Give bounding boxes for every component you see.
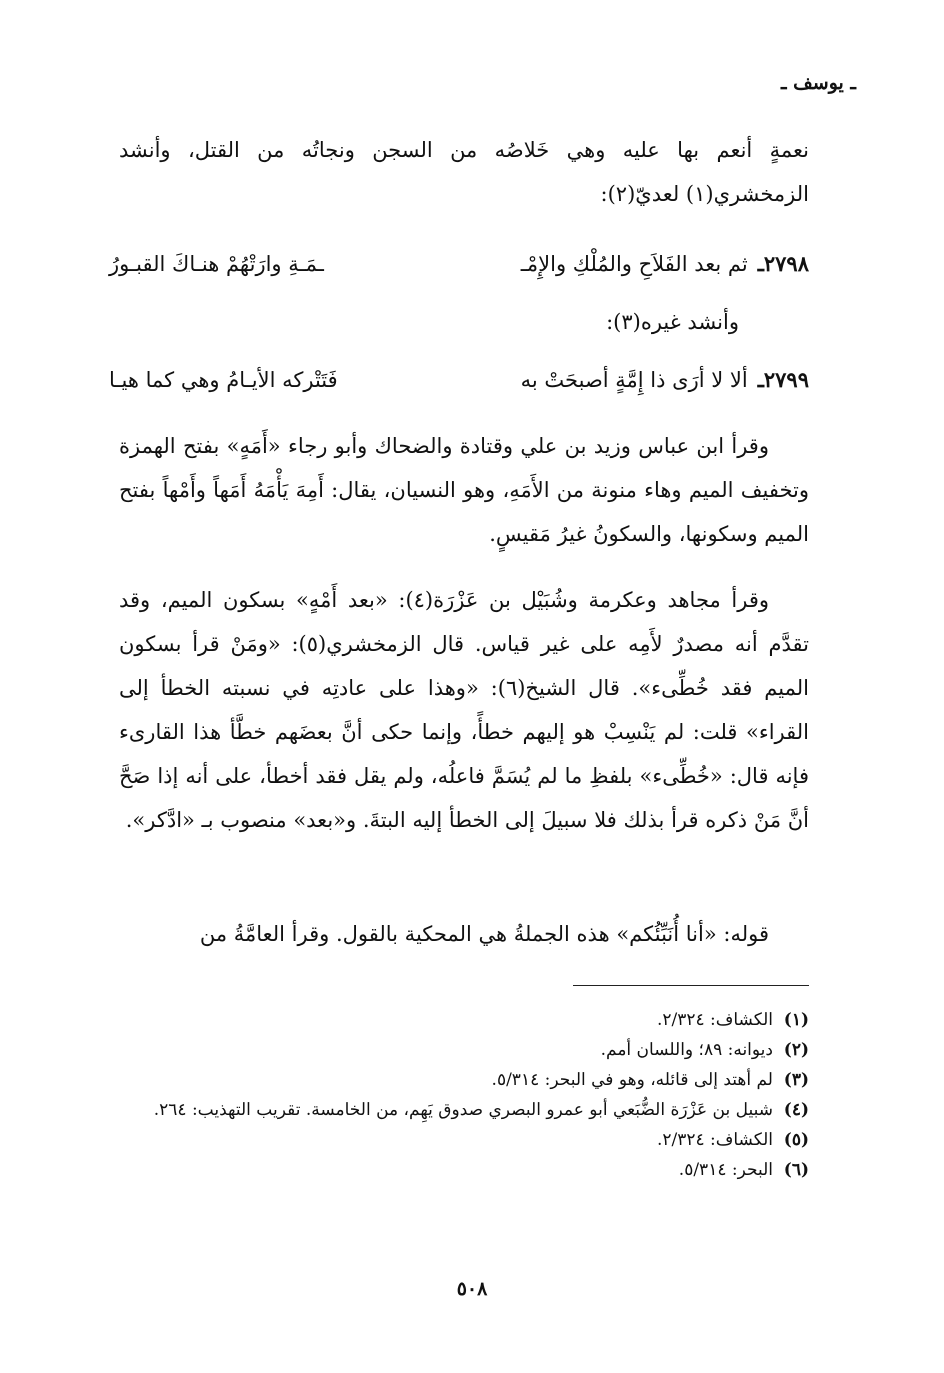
verse-2798 — [109, 244, 809, 284]
paragraph-3 — [119, 578, 809, 842]
verse-first-hemistich: ثم بعد الفَلاَحِ والمُلْكِ والإِمْـ — [520, 252, 748, 276]
paragraph-2 — [119, 424, 809, 556]
paragraph-2-text: وقرأ ابن عباس وزيد بن علي وقتادة والضحاك وأبو رجاء «أَمَهٍ» بفتح الهمزة وتخفيف الميم وهاء منونة من الأَمَهِ، وهو النسيان، يقال: أَمِهَ يَأْمَهُ أَمَهاً وأَمْهاً بفتح الميم وسكونها، والسكونُ غيرُ مَقيسٍ. — [119, 434, 809, 546]
footnote-number: (٦) — [783, 1160, 809, 1180]
footnote-text: الكشاف: ٢/٣٢٤. — [656, 1130, 773, 1150]
paragraph-4 — [119, 912, 809, 956]
verse-second-hemistich: فَتَتْركه الأيـامُ وهي كما هيـا — [109, 368, 338, 392]
footnote-3 — [119, 1065, 809, 1095]
footnote-text: شبيل بن عَزْرَة الضُّبَعي أبو عمرو البصري صدوق يَهِم، من الخامسة. تقريب التهذيب: ٢٦٤. — [153, 1100, 773, 1120]
footnote-number: (٥) — [783, 1130, 809, 1150]
verse-2799 — [109, 360, 809, 400]
page-number: ٥٠٨ — [456, 1278, 488, 1300]
footnote-text: البحر: ٥/٣١٤. — [678, 1160, 773, 1180]
footnote-4 — [119, 1095, 809, 1125]
footnotes — [119, 1005, 809, 1185]
footnote-number: (٢) — [783, 1040, 809, 1060]
verse-number: ٢٧٩٨ـ — [757, 251, 809, 276]
footnote-text: ديوانه: ٨٩؛ واللسان أمم. — [600, 1040, 773, 1060]
footnote-2 — [119, 1035, 809, 1065]
footnote-text: الكشاف: ٢/٣٢٤. — [656, 1010, 773, 1030]
running-header: ـ يوسف ـ — [780, 72, 856, 94]
footnote-number: (٣) — [783, 1070, 809, 1090]
footnote-number: (١) — [783, 1010, 809, 1030]
footnote-5 — [119, 1125, 809, 1155]
paragraph-1: نعمةٍ أنعم بها عليه وهي خَلاصُه من السجن ونجاتُه من القتل، وأنشد الزمخشري(١) لعديّ(٢): — [119, 138, 809, 206]
verse-number: ٢٧٩٩ـ — [757, 367, 809, 392]
verse-intro: وأنشد غيره(٣): — [606, 310, 739, 334]
verse-second-hemistich: ـمَـةِ وارَتْهُمْ هنـاكَ القبـورُ — [109, 252, 324, 276]
footnote-text: لم أهتد إلى قائله، وهو في البحر: ٥/٣١٤. — [491, 1070, 773, 1090]
footnote-separator — [573, 985, 809, 986]
paragraph-4-text: قوله: «أنا أُنَبِّئُكم» هذه الجملةُ هي المحكية بالقول. وقرأ العامَّةُ من — [199, 922, 769, 946]
verse-first-hemistich: ألا لا أرَى ذا إِمَّةٍ أصبحَتْ به — [520, 368, 748, 392]
footnote-6 — [119, 1155, 809, 1185]
footnote-1 — [119, 1005, 809, 1035]
footnote-number: (٤) — [783, 1100, 809, 1120]
paragraph-3-text: وقرأ مجاهد وعكرمة وشُبَيْل بن عَزْرَة(٤): «بعد أَمْهٍ» بسكون الميم، وقد تقدَّم أنه مصدرٌ لأَمِه على غير قياس. قال الزمخشري(٥): «ومَنْ قرأ بسكون الميم فقد خُطِّىء». قال الشيخ(٦): «وهذا على عادتِه في نسبته الخطأ إلى القراء» قلت: لم يَنْسِبْ هو إليهم خطأً، وإنما حكى أنَّ بعضَهم خطَّأ هذا القارىء فإنه قال: «خُطِّىء» بلفظِ ما لم يُسَمَّ فاعلُه، ولم يقل فقد أخطأ، على أنه إذا صَحَّ أنَّ مَنْ ذكره قرأ بذلك فلا سبيلَ إلى الخطأ إليه البتةَ. و«بعد» منصوب بـ «ادَّكر». — [119, 588, 809, 832]
